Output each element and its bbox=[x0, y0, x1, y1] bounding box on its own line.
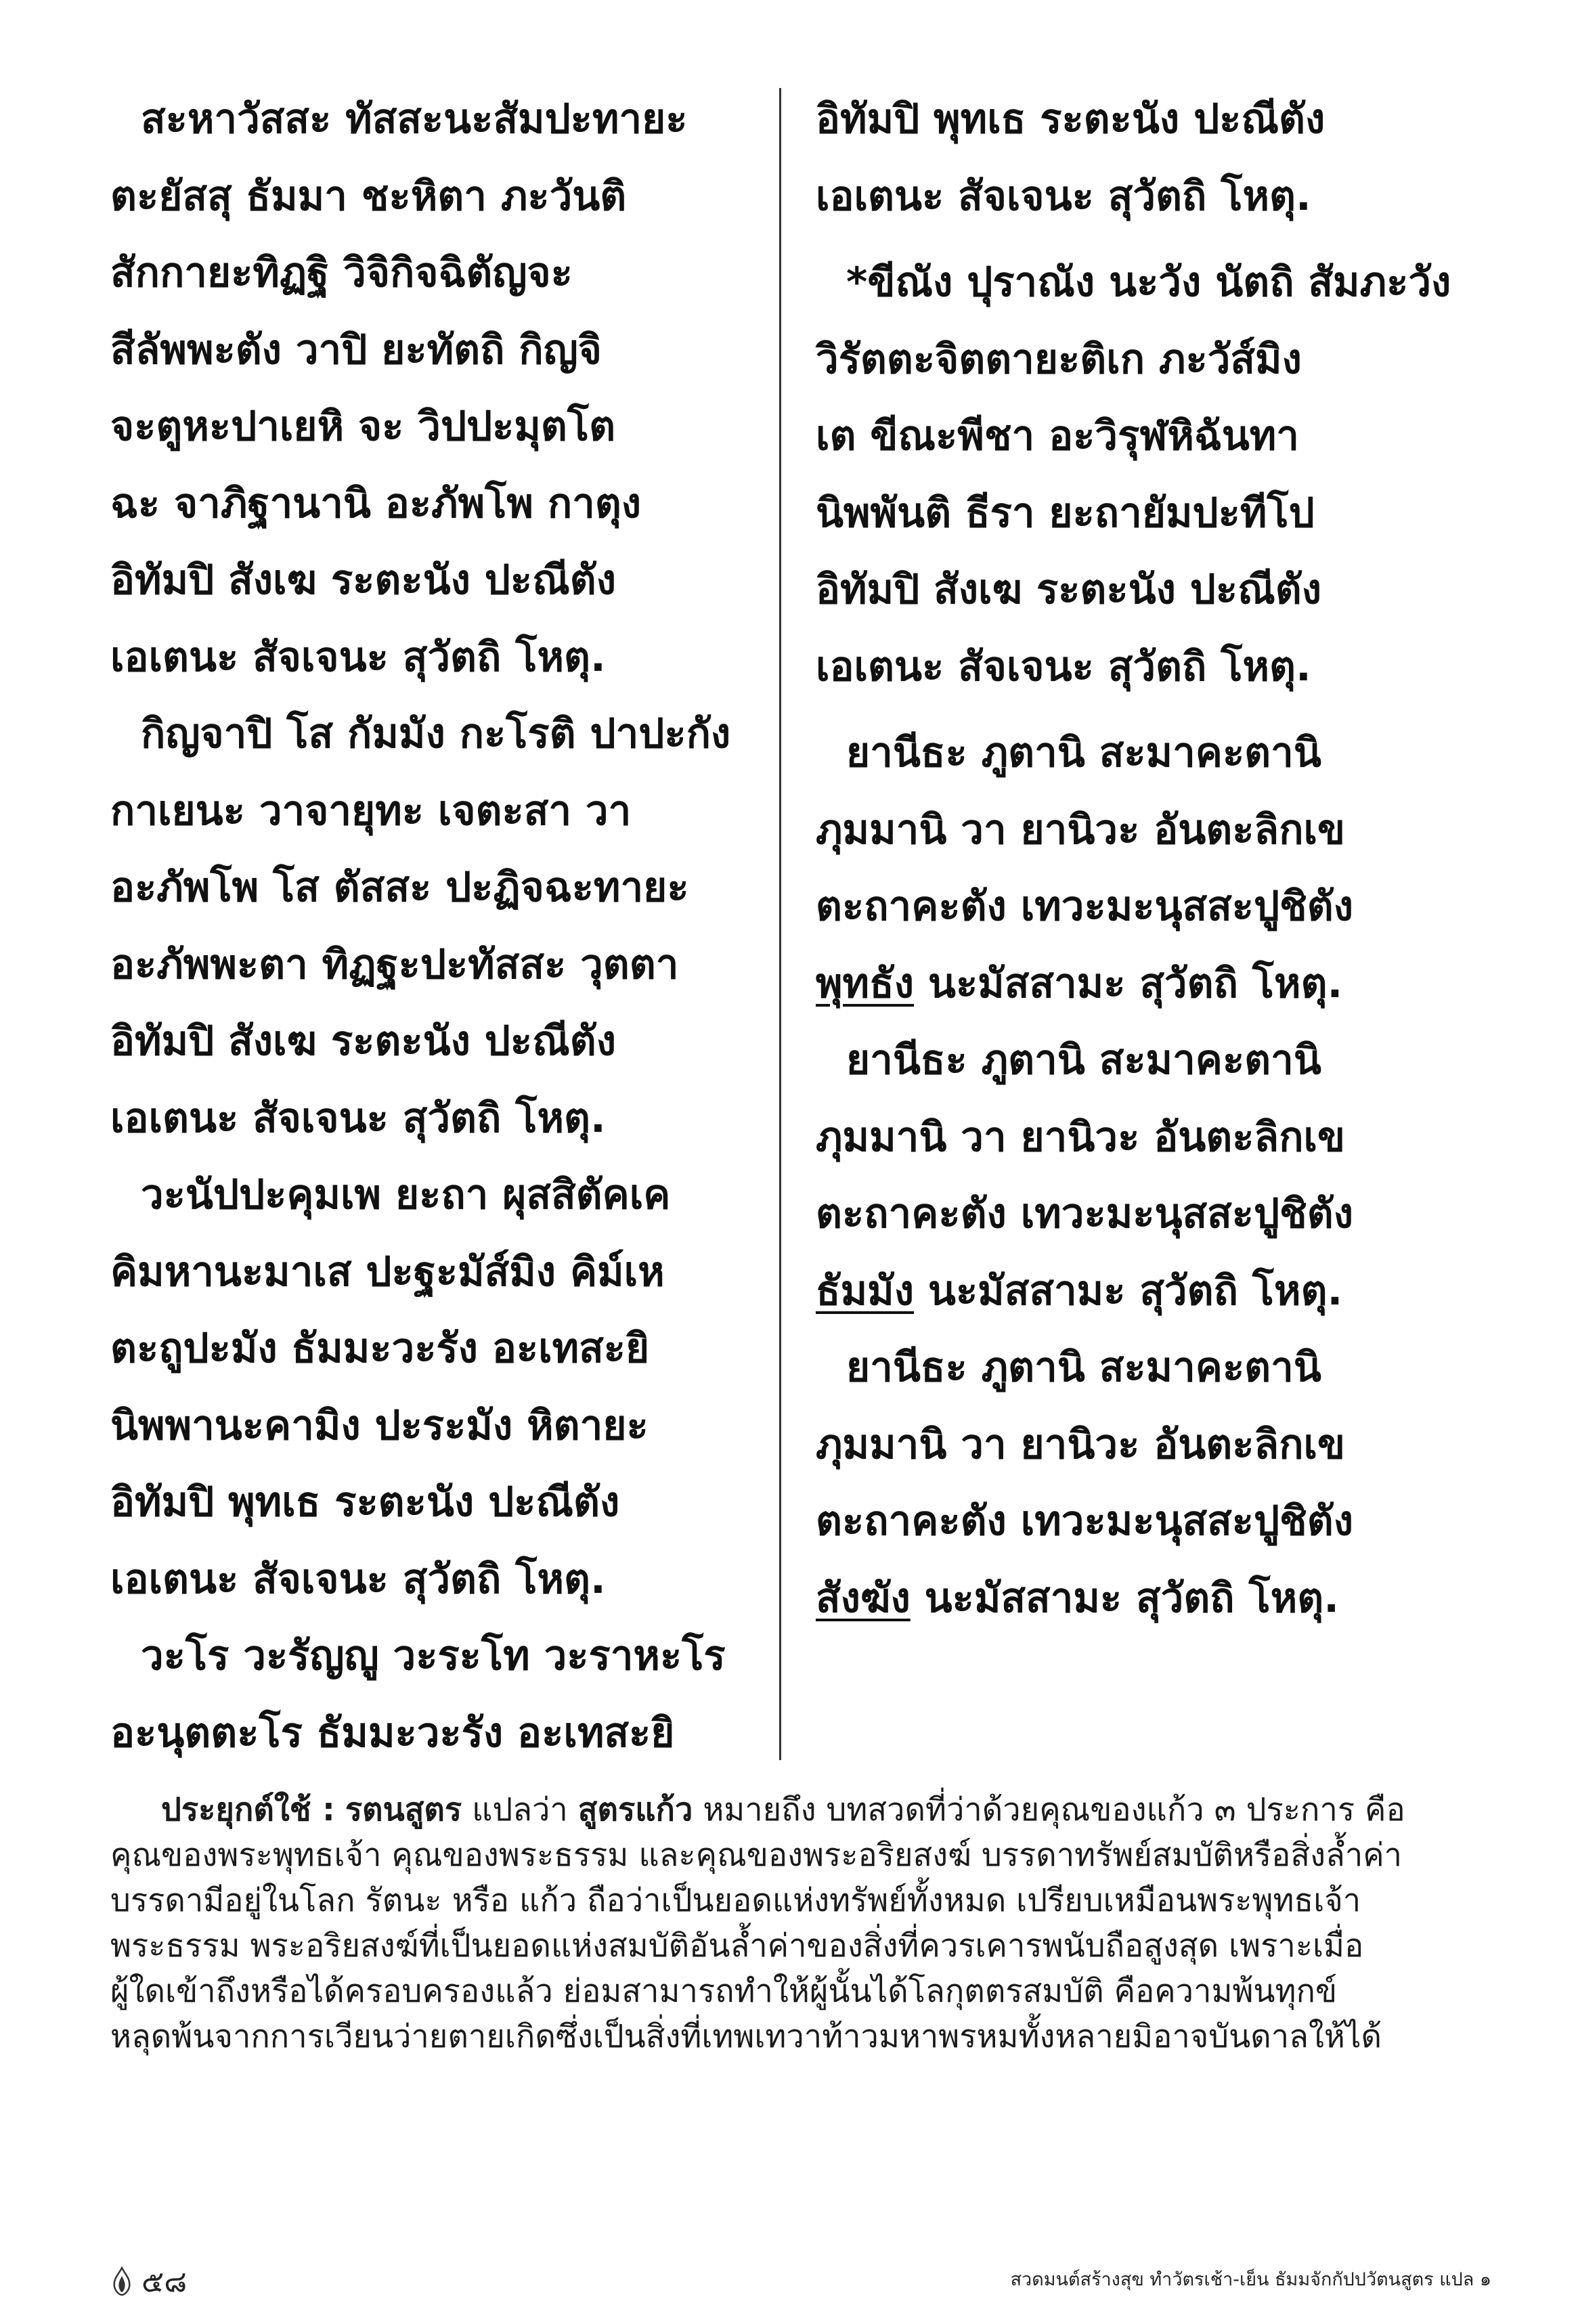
chant-line: ฉะ จาภิฐานานิ อะภัพโพ กาตุง bbox=[110, 479, 642, 527]
chant-line: ตะถูปะมัง ธัมมะวะรัง อะเทสะยิ bbox=[110, 1325, 650, 1372]
verse-ending: นะมัสสามะ สุวัตถิ โหตุ. bbox=[927, 1267, 1343, 1315]
chant-line: อิทัมปิ พุทเธ ระตะนัง ปะณีตัง bbox=[110, 1478, 620, 1526]
chant-line: วิรัตตะจิตตายะติเก ภะวัส์มิง bbox=[816, 335, 1302, 383]
running-title: สวดมนต์สร้างสุข ทำวัตรเช้า-เย็น ธัมมจักกัปปวัตนสูตร แปล ๑ bbox=[1010, 2269, 1491, 2290]
chant-line: สีลัพพะตัง วาปิ ยะทัตถิ กิญจิ bbox=[110, 326, 602, 374]
note-line: บรรดามีอยู่ในโลก รัตนะ หรือ แก้ว ถือว่าเป็นยอดแห่งทรัพย์ทั้งหมด เปรียบเหมือนพระพุทธเจ้า bbox=[110, 1882, 1361, 1919]
chant-line: ยานีธะ ภูตานิ สะมาคะตานิ bbox=[846, 1344, 1321, 1391]
chant-line: วะโร วะรัญญู วะระโท วะราหะโร bbox=[141, 1632, 726, 1680]
chant-line: นิพพานะคามิง ปะระมัง หิตายะ bbox=[110, 1401, 649, 1449]
chant-line: สักกายะทิฏฐิ วิจิกิจฉิตัญจะ bbox=[110, 249, 573, 297]
note-text: หมายถึง บทสวดที่ว่าด้วยคุณของแก้ว ๓ ประการ คือ bbox=[693, 1791, 1405, 1828]
note-term: สูตรแก้ว bbox=[577, 1791, 693, 1828]
chant-line: เอเตนะ สัจเจนะ สุวัตถิ โหตุ. bbox=[110, 1555, 606, 1603]
chant-right-column bbox=[816, 81, 1493, 1637]
chant-line bbox=[816, 1253, 1493, 1330]
chant-line: เอเตนะ สัจเจนะ สุวัตถิ โหตุ. bbox=[110, 633, 606, 681]
note-text: แปลว่า bbox=[462, 1791, 578, 1828]
note-line: พระธรรม พระอริยสงฆ์ที่เป็นยอดแห่งสมบัติอันล้ำค่าของสิ่งที่ควรเคารพนับถือสูงสุด เพราะเมื่อ bbox=[110, 1927, 1364, 1965]
verse-ending: นะมัสสามะ สุวัตถิ โหตุ. bbox=[927, 959, 1343, 1007]
note-term: รตนสูตร bbox=[345, 1791, 462, 1828]
chant-left-column bbox=[110, 81, 760, 1772]
chant-line: ตะถาคะตัง เทวะมะนุสสะปูชิตัง bbox=[816, 1190, 1354, 1237]
underlined-keyword: ธัมมัง bbox=[816, 1267, 915, 1315]
note-line: หลุดพ้นจากการเวียนว่ายตายเกิดซึ่งเป็นสิ่งที่เทพเทวาท้าวมหาพรหมทั้งหลายมิอาจบันดาลให้ได้ bbox=[110, 2018, 1382, 2055]
note-label: ประยุกต์ใช้ : bbox=[161, 1791, 335, 1828]
page-footer-left bbox=[110, 2258, 187, 2305]
chant-line: กิญจาปิ โส กัมมัง กะโรติ ปาปะกัง bbox=[141, 710, 731, 758]
chant-line: เอเตนะ สัจเจนะ สุวัตถิ โหตุ. bbox=[816, 642, 1311, 690]
chant-line: คิมหานะมาเส ปะฐะมัส์มิง คิม์เห bbox=[110, 1248, 665, 1296]
chant-line: เอเตนะ สัจเจนะ สุวัตถิ โหตุ. bbox=[110, 1094, 606, 1142]
underlined-keyword: สังฆัง bbox=[816, 1574, 911, 1622]
chant-line: *ขีณัง ปุราณัง นะวัง นัตถิ สัมภะวัง bbox=[846, 259, 1451, 306]
chant-line: อิทัมปิ สังเฆ ระตะนัง ปะณีตัง bbox=[110, 556, 617, 604]
chant-line: สะหาวัสสะ ทัสสะนะสัมปะทายะ bbox=[141, 95, 688, 143]
chant-line: อิทัมปิ สังเฆ ระตะนัง ปะณีตัง bbox=[110, 1017, 617, 1065]
chant-line: อะนุตตะโร ธัมมะวะรัง อะเทสะยิ bbox=[110, 1709, 675, 1757]
note-line: คุณของพระพุทธเจ้า คุณของพระธรรม และคุณของพระอริยสงฆ์ บรรดาทรัพย์สมบัติหรือสิ่งล้ำค่า bbox=[110, 1837, 1403, 1874]
chant-line: ภุมมานิ วา ยานิวะ อันตะลิกเข bbox=[816, 1420, 1346, 1468]
chant-line: ยานีธะ ภูตานิ สะมาคะตานิ bbox=[846, 729, 1321, 776]
column-divider bbox=[779, 88, 781, 1760]
chant-line bbox=[816, 1560, 1493, 1638]
chant-line: จะตูหะปาเยหิ จะ วิปปะมุตโต bbox=[110, 403, 616, 450]
application-note bbox=[110, 1787, 1491, 2059]
chant-line: เอเตนะ สัจเจนะ สุวัตถิ โหตุ. bbox=[816, 172, 1311, 220]
chant-line: กาเยนะ วาจายุทะ เจตะสา วา bbox=[110, 787, 632, 835]
chant-line: ภุมมานิ วา ยานิวะ อันตะลิกเข bbox=[816, 1113, 1346, 1161]
chant-line: อิทัมปิ พุทเธ ระตะนัง ปะณีตัง bbox=[816, 95, 1325, 143]
chant-line: อะภัพโพ โส ตัสสะ ปะฏิจฉะทายะ bbox=[110, 864, 689, 911]
chant-line: นิพพันติ ธีรา ยะถายัมปะทีโป bbox=[816, 489, 1315, 537]
chant-line: ภุมมานิ วา ยานิวะ อันตะลิกเข bbox=[816, 806, 1346, 854]
chant-line: อะภัพพะตา ทิฏฐะปะทัสสะ วุตตา bbox=[110, 940, 679, 988]
chant-line: วะนัปปะคุมเพ ยะถา ผุสสิตัคเค bbox=[141, 1171, 671, 1219]
chant-line: ยานีธะ ภูตานิ สะมาคะตานิ bbox=[846, 1036, 1321, 1084]
underlined-keyword: พุทธัง bbox=[816, 959, 915, 1007]
chant-line: ตะถาคะตัง เทวะมะนุสสะปูชิตัง bbox=[816, 1497, 1354, 1545]
lotus-flame-icon bbox=[110, 2266, 133, 2296]
note-line: ผู้ใดเข้าถึงหรือได้ครอบครองแล้ว ย่อมสามารถทำให้ผู้นั้นได้โลกุตตรสมบัติ คือความพ้นทุกข์ bbox=[110, 1973, 1338, 2010]
chant-line: เต ขีณะพีชา อะวิรุฬหิฉันทา bbox=[816, 412, 1299, 460]
page-number: ๕๘ bbox=[141, 2264, 188, 2299]
verse-ending: นะมัสสามะ สุวัตถิ โหตุ. bbox=[924, 1574, 1340, 1622]
note-line bbox=[110, 1787, 1491, 1833]
chant-line bbox=[816, 946, 1493, 1023]
chant-line: ตะถาคะตัง เทวะมะนุสสะปูชิตัง bbox=[816, 883, 1354, 930]
chant-line: ตะยัสสุ ธัมมา ชะหิตา ภะวันติ bbox=[110, 172, 627, 220]
chant-line: อิทัมปิ สังเฆ ระตะนัง ปะณีตัง bbox=[816, 566, 1322, 613]
